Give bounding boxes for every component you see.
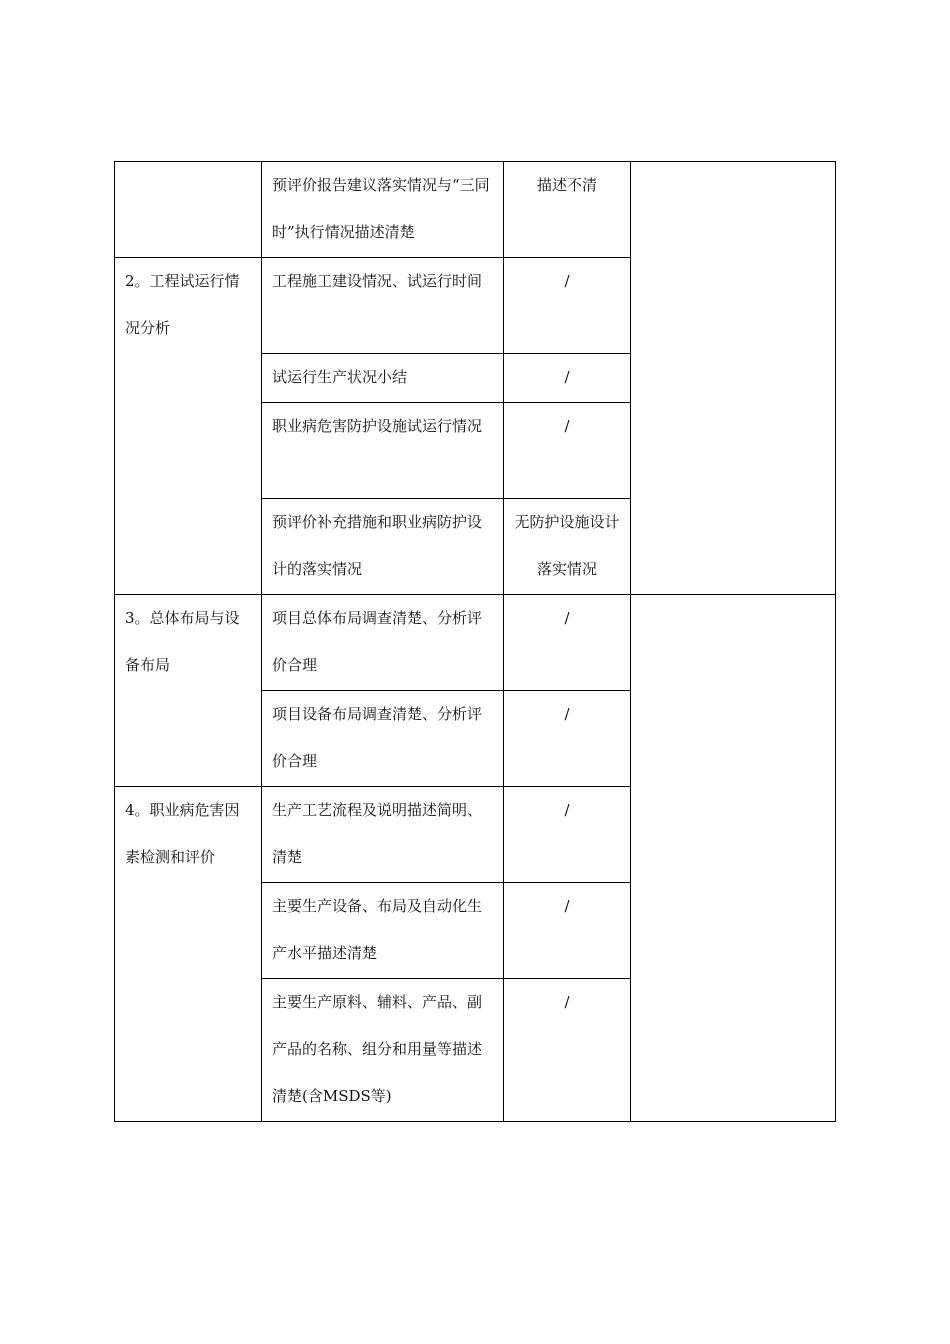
content-cell: 职业病危害防护设施试运行情况 — [262, 403, 504, 499]
content-cell: 主要生产原料、辅料、产品、副产品的名称、组分和用量等描述清楚(含MSDS等) — [262, 979, 504, 1122]
result-cell: / — [504, 258, 631, 354]
item-cell: 4。职业病危害因素检测和评价 — [115, 787, 262, 1122]
content-cell: 项目总体布局调查清楚、分析评价合理 — [262, 595, 504, 691]
result-cell: / — [504, 883, 631, 979]
content-cell: 项目设备布局调查清楚、分析评价合理 — [262, 691, 504, 787]
result-cell: / — [504, 691, 631, 787]
content-cell: 主要生产设备、布局及自动化生产水平描述清楚 — [262, 883, 504, 979]
item-cell: 3。总体布局与设备布局 — [115, 595, 262, 787]
content-cell: 试运行生产状况小结 — [262, 354, 504, 403]
result-cell: 无防护设施设计落实情况 — [504, 499, 631, 595]
review-table — [114, 161, 836, 1122]
result-cell: / — [504, 403, 631, 499]
item-cell-empty — [115, 162, 262, 258]
result-cell: / — [504, 787, 631, 883]
result-cell: / — [504, 354, 631, 403]
result-cell: / — [504, 979, 631, 1122]
item-cell: 2。工程试运行情况分析 — [115, 258, 262, 595]
table-row — [115, 162, 836, 258]
remarks-cell — [631, 162, 836, 595]
result-cell: 描述不清 — [504, 162, 631, 258]
remarks-cell — [631, 595, 836, 1122]
content-cell: 生产工艺流程及说明描述简明、清楚 — [262, 787, 504, 883]
result-cell: / — [504, 595, 631, 691]
content-cell: 预评价补充措施和职业病防护设计的落实情况 — [262, 499, 504, 595]
table-row — [115, 595, 836, 691]
content-cell: 工程施工建设情况、试运行时间 — [262, 258, 504, 354]
content-cell: 预评价报告建议落实情况与“三同时”执行情况描述清楚 — [262, 162, 504, 258]
